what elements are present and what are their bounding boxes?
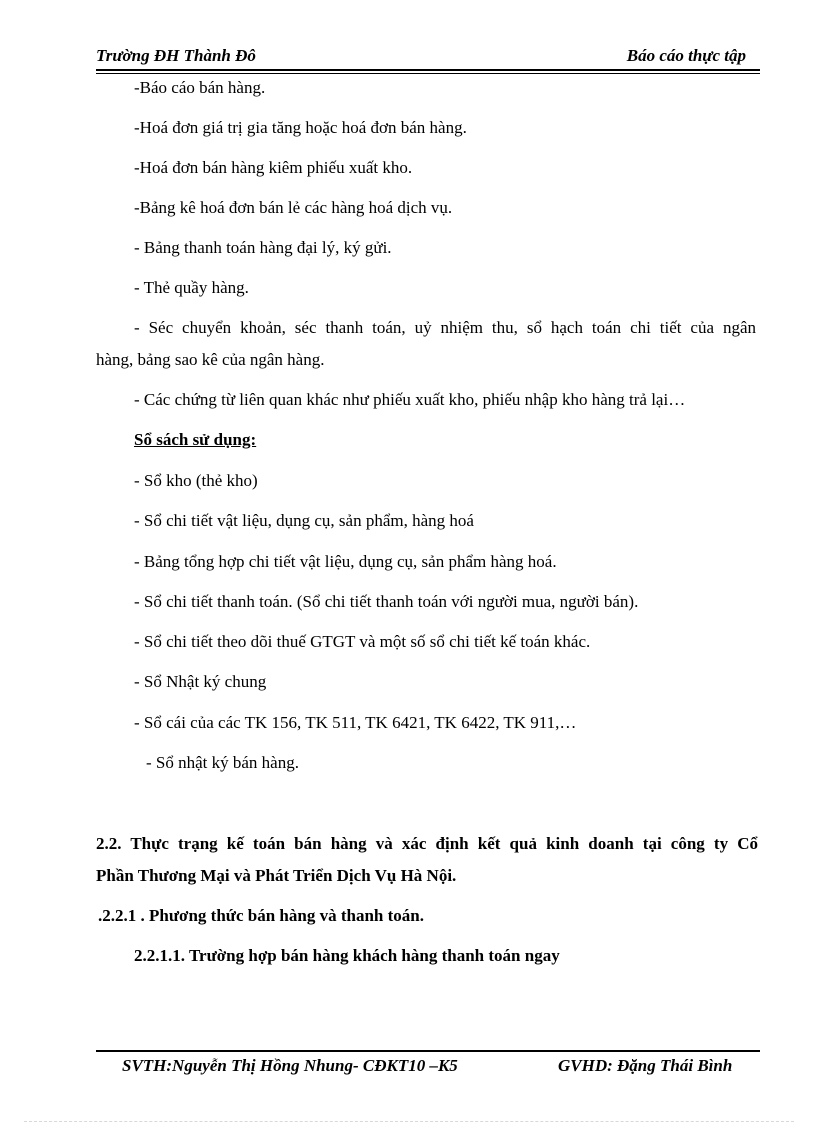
- ledger-line: - Sổ chi tiết theo dõi thuế GTGT và một số sổ chi tiết kế toán khác.: [134, 632, 591, 651]
- doc-line: -Hoá đơn bán hàng kiêm phiếu xuất kho.: [134, 158, 413, 177]
- ledger-line: - Sổ cái của các TK 156, TK 511, TK 6421, TK 6422, TK 911,…: [134, 713, 577, 732]
- doc-line: - Séc chuyển khoản, séc thanh toán, uỷ nhiệm thu, sổ hạch toán chi tiết của ngân: [134, 318, 756, 337]
- subsection-heading: .2.2.1 . Phương thức bán hàng và thanh toán.: [98, 906, 424, 925]
- footer-rule: [96, 1050, 760, 1052]
- ledger-line: - Sổ kho (thẻ kho): [134, 471, 258, 490]
- page-header: [96, 46, 760, 72]
- doc-line: -Báo cáo bán hàng.: [134, 78, 266, 97]
- doc-line: - Các chứng từ liên quan khác như phiếu xuất kho, phiếu nhập kho hàng trả lại…: [134, 390, 686, 409]
- header-school: Trường ĐH Thành Đô: [96, 46, 256, 65]
- header-rule-thin: [96, 73, 760, 74]
- ledger-line: - Sổ chi tiết vật liệu, dụng cụ, sản phẩm, hàng hoá: [134, 511, 474, 530]
- header-rule-thick: [96, 69, 760, 71]
- doc-line: hàng, bảng sao kê của ngân hàng.: [96, 350, 325, 369]
- doc-line: -Hoá đơn giá trị gia tăng hoặc hoá đơn bán hàng.: [134, 118, 467, 137]
- page-edge-divider: [24, 1121, 794, 1122]
- footer-advisor: GVHD: Đặng Thái Bình: [558, 1056, 733, 1075]
- header-report-title: Báo cáo thực tập: [626, 46, 746, 65]
- doc-line: -Bảng kê hoá đơn bán lẻ các hàng hoá dịch vụ.: [134, 198, 453, 217]
- doc-line: - Thẻ quầy hàng.: [134, 278, 249, 297]
- footer-student: SVTH:Nguyễn Thị Hồng Nhung- CĐKT10 –K5: [122, 1056, 458, 1075]
- ledger-line: - Sổ chi tiết thanh toán. (Sổ chi tiết thanh toán với người mua, người bán).: [134, 592, 639, 611]
- ledger-subheading: Sổ sách sử dụng:: [134, 430, 257, 449]
- ledger-line: - Sổ Nhật ký chung: [134, 672, 267, 691]
- ledger-line: - Sổ nhật ký bán hàng.: [146, 753, 299, 772]
- ledger-line: - Bảng tổng hợp chi tiết vật liệu, dụng cụ, sản phẩm hàng hoá.: [134, 552, 557, 571]
- section-heading: 2.2. Thực trạng kế toán bán hàng và xác định kết quả kinh doanh tại công ty Cổ: [96, 834, 758, 853]
- doc-line: - Bảng thanh toán hàng đại lý, ký gửi.: [134, 238, 392, 257]
- subsubsection-heading: 2.2.1.1. Trường hợp bán hàng khách hàng thanh toán ngay: [134, 946, 560, 965]
- section-heading-cont: Phần Thương Mại và Phát Triển Dịch Vụ Hà Nội.: [96, 866, 457, 885]
